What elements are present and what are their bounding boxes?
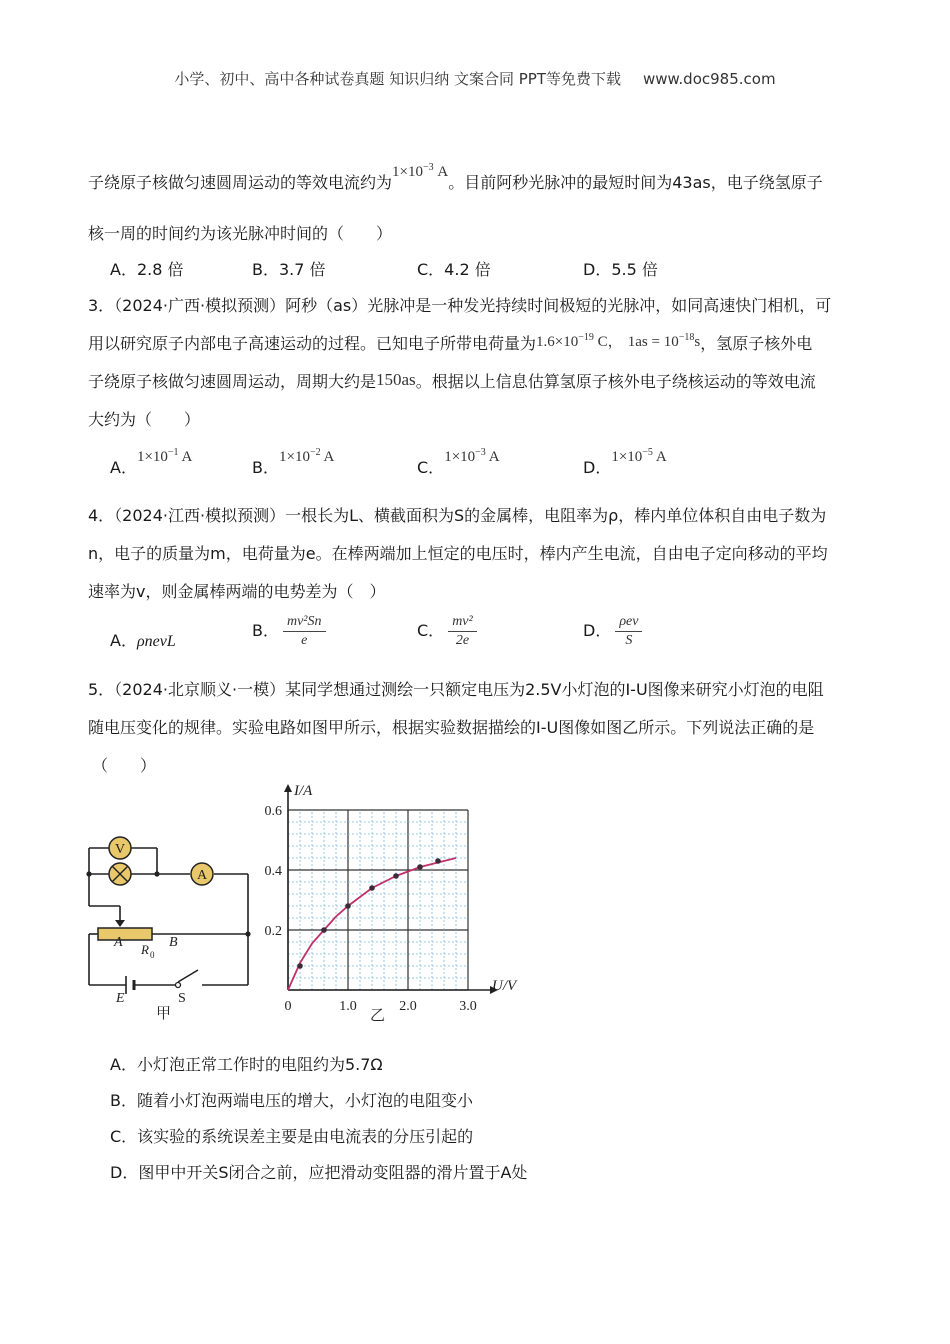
q4-option-d[interactable]: D． $\frac{\text{ρev}}{S}$ (583, 614, 642, 649)
data-point (393, 873, 399, 879)
q2-line1-text-b: 。目前阿秒光脉冲的最短时间为43as，电子绕氢原子 (448, 173, 823, 192)
q2-option-a[interactable]: A．2.8 倍 (110, 260, 184, 279)
x-axis-label: U/V (492, 978, 517, 994)
y-axis-arrow (284, 784, 292, 792)
q3-line4: 大约为（ ） (88, 410, 201, 429)
rheostat-resistor (98, 928, 152, 940)
circuit-diagram (84, 830, 262, 1025)
q2-option-c[interactable]: C．4.2 倍 (417, 260, 491, 279)
q5-option-d[interactable]: D．图甲中开关S闭合之前，应把滑动变阻器的滑片置于A处 (110, 1163, 528, 1182)
q3-line1: 3．（2024·广西·模拟预测）阿秒（as）光脉冲是一种发光持续时间极短的光脉冲，如同高速快门相机，可 (88, 296, 832, 315)
q2-current-value: $1\times 10^{-3}$ A (392, 162, 449, 180)
q5-option-b[interactable]: B．随着小灯泡两端电压的增大，小灯泡的电阻变小 (110, 1091, 473, 1110)
q3-charge-value: $1.6\times 10^{-19}$ C， (536, 332, 623, 350)
y-axis-label: I/A (294, 783, 313, 799)
data-point (435, 858, 441, 864)
data-point (345, 903, 351, 909)
voltmeter-label: V (114, 842, 126, 857)
q3-line3: 子绕原子核做匀速圆周运动，周期大约是150as。根据以上信息估算氢原子核外电子绕核运动的等效电流 (88, 370, 816, 391)
q4-line2: n，电子的质量为m，电荷量为e。在棒两端加上恒定的电压时，棒内产生电流，自由电子定向移动的平均 (88, 544, 828, 563)
header-site-link[interactable]: www.doc985.com (642, 70, 776, 88)
q3-line2: 用以研究原子内部电子高速运动的过程。已知电子所带电荷量为$1.6\times 10^{-19}$ C， $1as = 10^{-18}s$，氢原子核外电 (88, 332, 813, 353)
data-point (297, 963, 303, 969)
end-a-label: A (114, 935, 123, 950)
q2-line1 (88, 162, 823, 193)
q2-option-d[interactable]: D．5.5 倍 (583, 260, 658, 279)
q3-option-a[interactable]: A．$1\times 10^{-1}$ A (110, 447, 193, 477)
q4-option-b[interactable]: B． $\frac{\text{mv²Sn}}{e}$ (252, 614, 326, 649)
battery-label: E (116, 991, 125, 1006)
q3-option-d[interactable]: D．$1\times 10^{-5}$ A (583, 447, 667, 477)
q4-option-c[interactable]: C． $\frac{\text{mv²}}{2e}$ (417, 614, 477, 649)
q2-option-b[interactable]: B．3.7 倍 (252, 260, 326, 279)
chart-caption: 乙 (370, 1008, 386, 1024)
x-tick-label: 0 (284, 999, 292, 1014)
data-point (369, 885, 375, 891)
q2-line2: 核一周的时间约为该光脉冲时间的（ ） (88, 224, 393, 243)
q5-line2: 随电压变化的规律。实验电路如图甲所示，根据实验数据描绘的I-U图像如图乙所示。下列说法正确的是 (88, 718, 815, 737)
ammeter-label: A (196, 868, 208, 883)
y-tick-label: 0.2 (264, 924, 282, 939)
rheostat-subscript: 0 (150, 950, 155, 960)
q5-option-c[interactable]: C．该实验的系统误差主要是由电流表的分压引起的 (110, 1127, 474, 1146)
q5-line1: 5．（2024·北京顺义·一模）某同学想通过测绘一只额定电压为2.5V小灯泡的I-U图像来研究小灯泡的电阻 (88, 680, 824, 699)
y-tick-label: 0.6 (264, 804, 282, 819)
q3-as-definition: $1as = 10^{-18}s$ (627, 332, 701, 350)
header-tagline: 小学、初中、高中各种试卷真题 知识归纳 文案合同 PPT等免费下载 (174, 70, 621, 88)
q2-line1-text: 子绕原子核做匀速圆周运动的等效电流约为 (88, 173, 393, 192)
switch-label: S (178, 991, 186, 1006)
data-point (321, 927, 327, 933)
q5-line3: （ ） (92, 756, 157, 775)
q3-option-c[interactable]: C．$1\times 10^{-3}$ A (417, 447, 500, 477)
q4-line3: 速率为v，则金属棒两端的电势差为（ ） (88, 582, 386, 601)
data-point (417, 864, 423, 870)
rheostat-label: R (141, 942, 149, 957)
y-tick-label: 0.4 (264, 864, 282, 879)
switch-symbol (176, 983, 181, 988)
q3-option-b[interactable]: B．$1\times 10^{-2}$ A (252, 447, 335, 477)
q5-option-a[interactable]: A．小灯泡正常工作时的电阻约为5.7Ω (110, 1055, 383, 1074)
x-tick-label: 1.0 (339, 999, 357, 1014)
x-tick-label: 2.0 (399, 999, 417, 1014)
q4-line1: 4．（2024·江西·模拟预测）一根长为L、横截面积为S的金属棒，电阻率为ρ，棒内单位体积自由电子数为 (88, 506, 827, 525)
circuit-caption: 甲 (156, 1006, 172, 1022)
page-header (0, 68, 950, 89)
end-b-label: B (169, 935, 178, 950)
x-tick-label: 3.0 (459, 999, 477, 1014)
q4-option-a[interactable]: A．ρnevL (110, 631, 176, 650)
q3-period-value: 150as (376, 370, 416, 389)
iu-chart (258, 780, 520, 1025)
